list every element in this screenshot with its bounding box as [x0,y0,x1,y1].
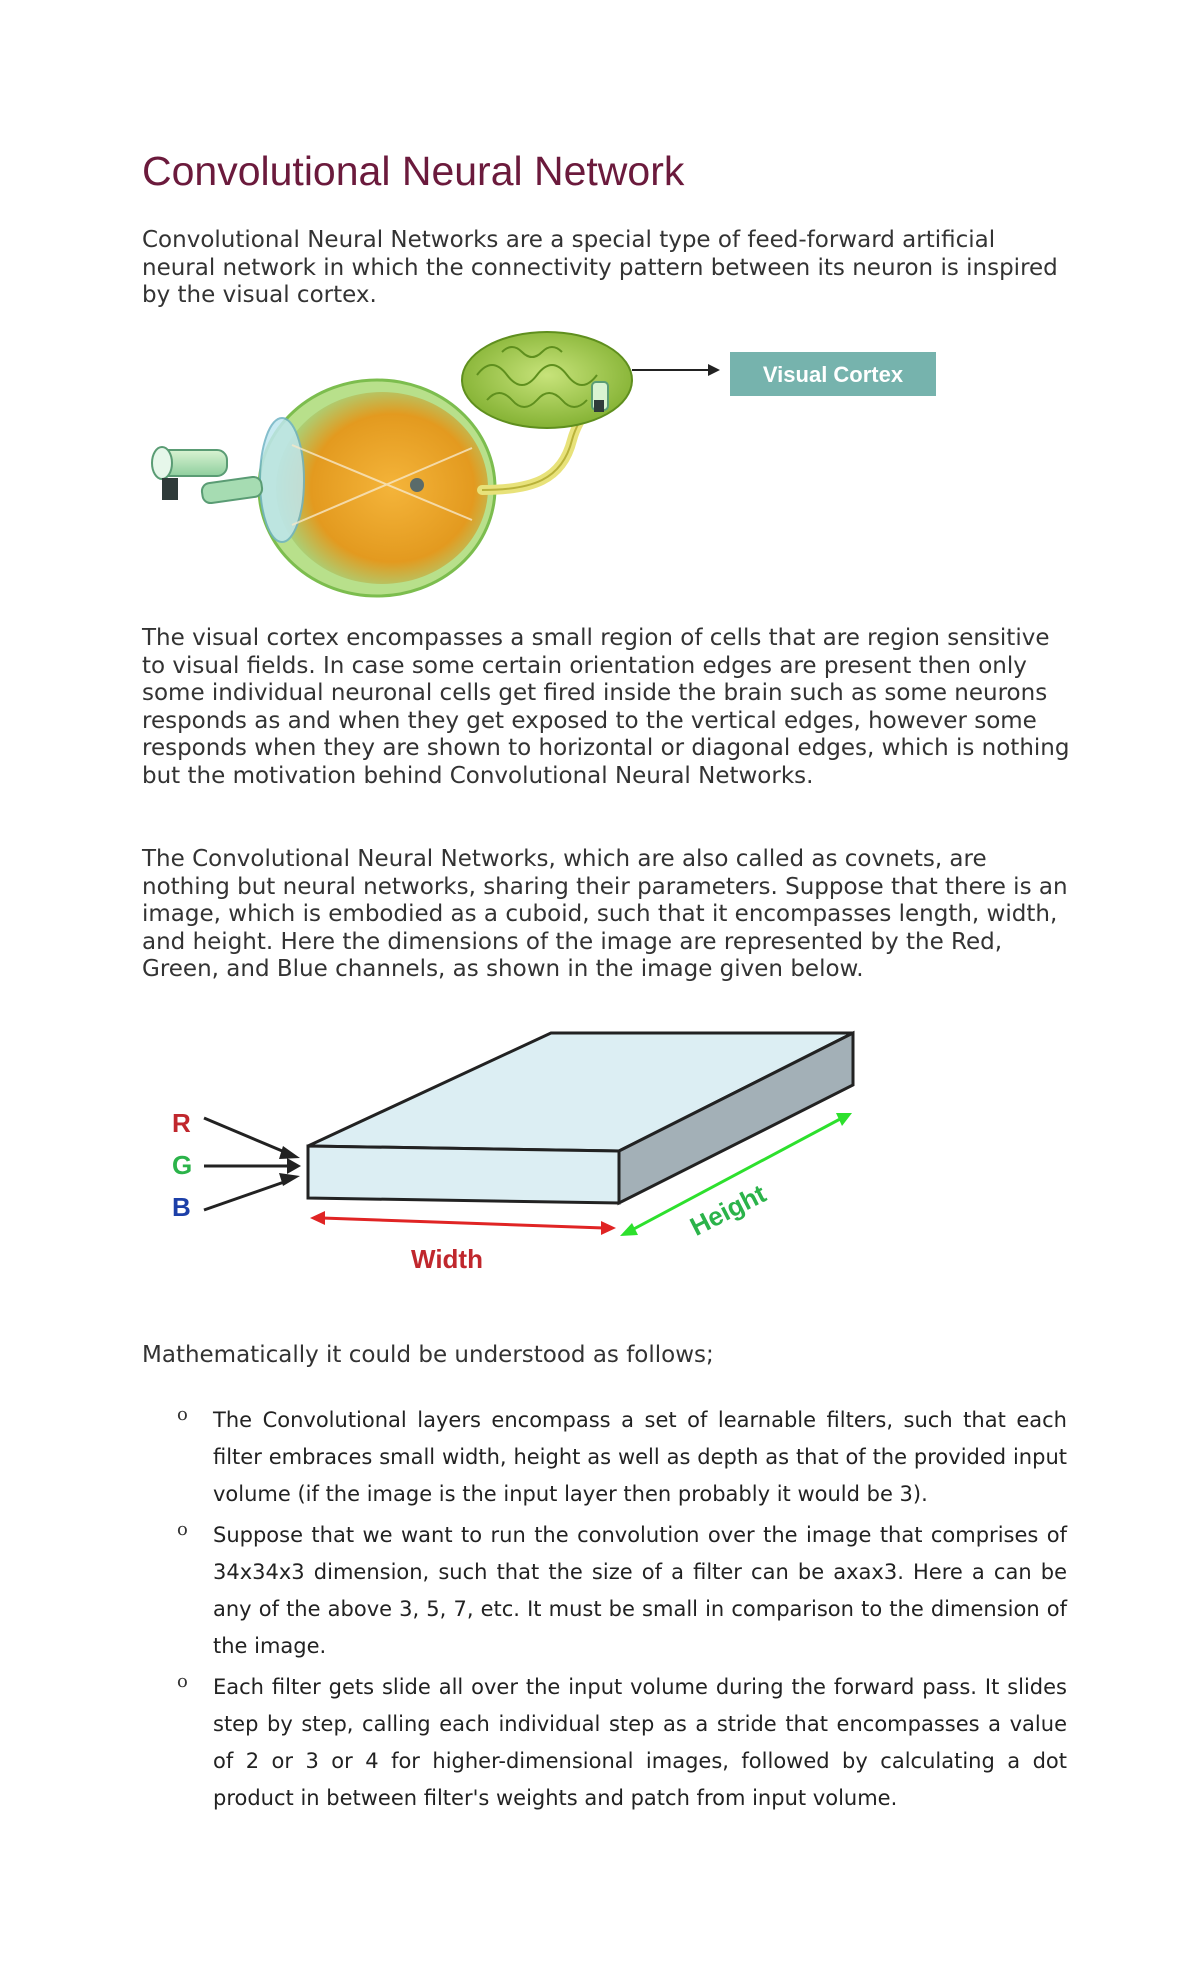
channel-r-label: R [172,1108,191,1138]
bullet-marker: o [177,1404,188,1425]
width-arrow [310,1211,616,1235]
list-item [142,1669,1067,1817]
bullet-list [142,1402,1067,1821]
height-label: Height [685,1178,771,1242]
width-label: Width [411,1244,483,1274]
eye-graphic [152,380,495,596]
visual-cortex-paragraph: The visual cortex encompasses a small region of cells that are region sensitive to visual fields. In case some certain orientation edges are present then only some individual neuronal cells get fired inside the brain such as some neurons responds as and when they get exposed to the vertical edges, however some responds when they are shown to horizontal or diagonal edges, which is nothing but the motivation behind Convolutional Neural Networks. [142,625,1070,789]
list-item-text: Suppose that we want to run the convolution over the image that comprises of 34x34x3 dimension, such that the size of a filter can be axax3. Here a can be any of the above 3, 5, 7, etc. It must be small in comparison to the dimension of the image. [213,1523,1067,1658]
channel-g-label: G [172,1150,193,1180]
channel-arrows [204,1118,301,1210]
channel-b-label: B [172,1192,191,1222]
bullet-marker: o [177,1671,188,1692]
brain-graphic [462,332,632,428]
visual-cortex-label: Visual Cortex [762,362,904,387]
intro-paragraph: Convolutional Neural Networks are a special type of feed-forward artificial neural network in which the connectivity pattern between its neuron is inspired by the visual cortex. [142,227,1058,308]
list-item [142,1402,1067,1513]
page-title: Convolutional Neural Network [142,148,685,194]
bullet-marker: o [177,1519,188,1540]
list-item-text: Each filter gets slide all over the input volume during the forward pass. It slides step by step, calling each individual step as a stride that encompasses a value of 2 or 3 or 4 for higher-dimensional images, followed by calculating a dot product in between filter's weights and patch from input volume. [213,1675,1067,1810]
math-intro-paragraph: Mathematically it could be understood as follows; [142,1342,714,1368]
list-item [142,1517,1067,1665]
eye-visual-cortex-illustration [142,330,942,602]
cuboid-front-face [308,1146,619,1203]
list-item-text: The Convolutional layers encompass a set of learnable filters, such that each filter embraces small width, height as well as depth as that of the provided input volume (if the image is the input layer then probably it would be 3). [213,1408,1067,1506]
rgb-cuboid-illustration [142,1018,892,1286]
covnets-paragraph: The Convolutional Neural Networks, which are also called as covnets, are nothing but neural networks, sharing their parameters. Suppose that there is an image, which is embodied as a cuboid, such that it encompasses length, width, and height. Here the dimensions of the image are represented by the Red, Green, and Blue channels, as shown in the image given below. [142,846,1068,982]
